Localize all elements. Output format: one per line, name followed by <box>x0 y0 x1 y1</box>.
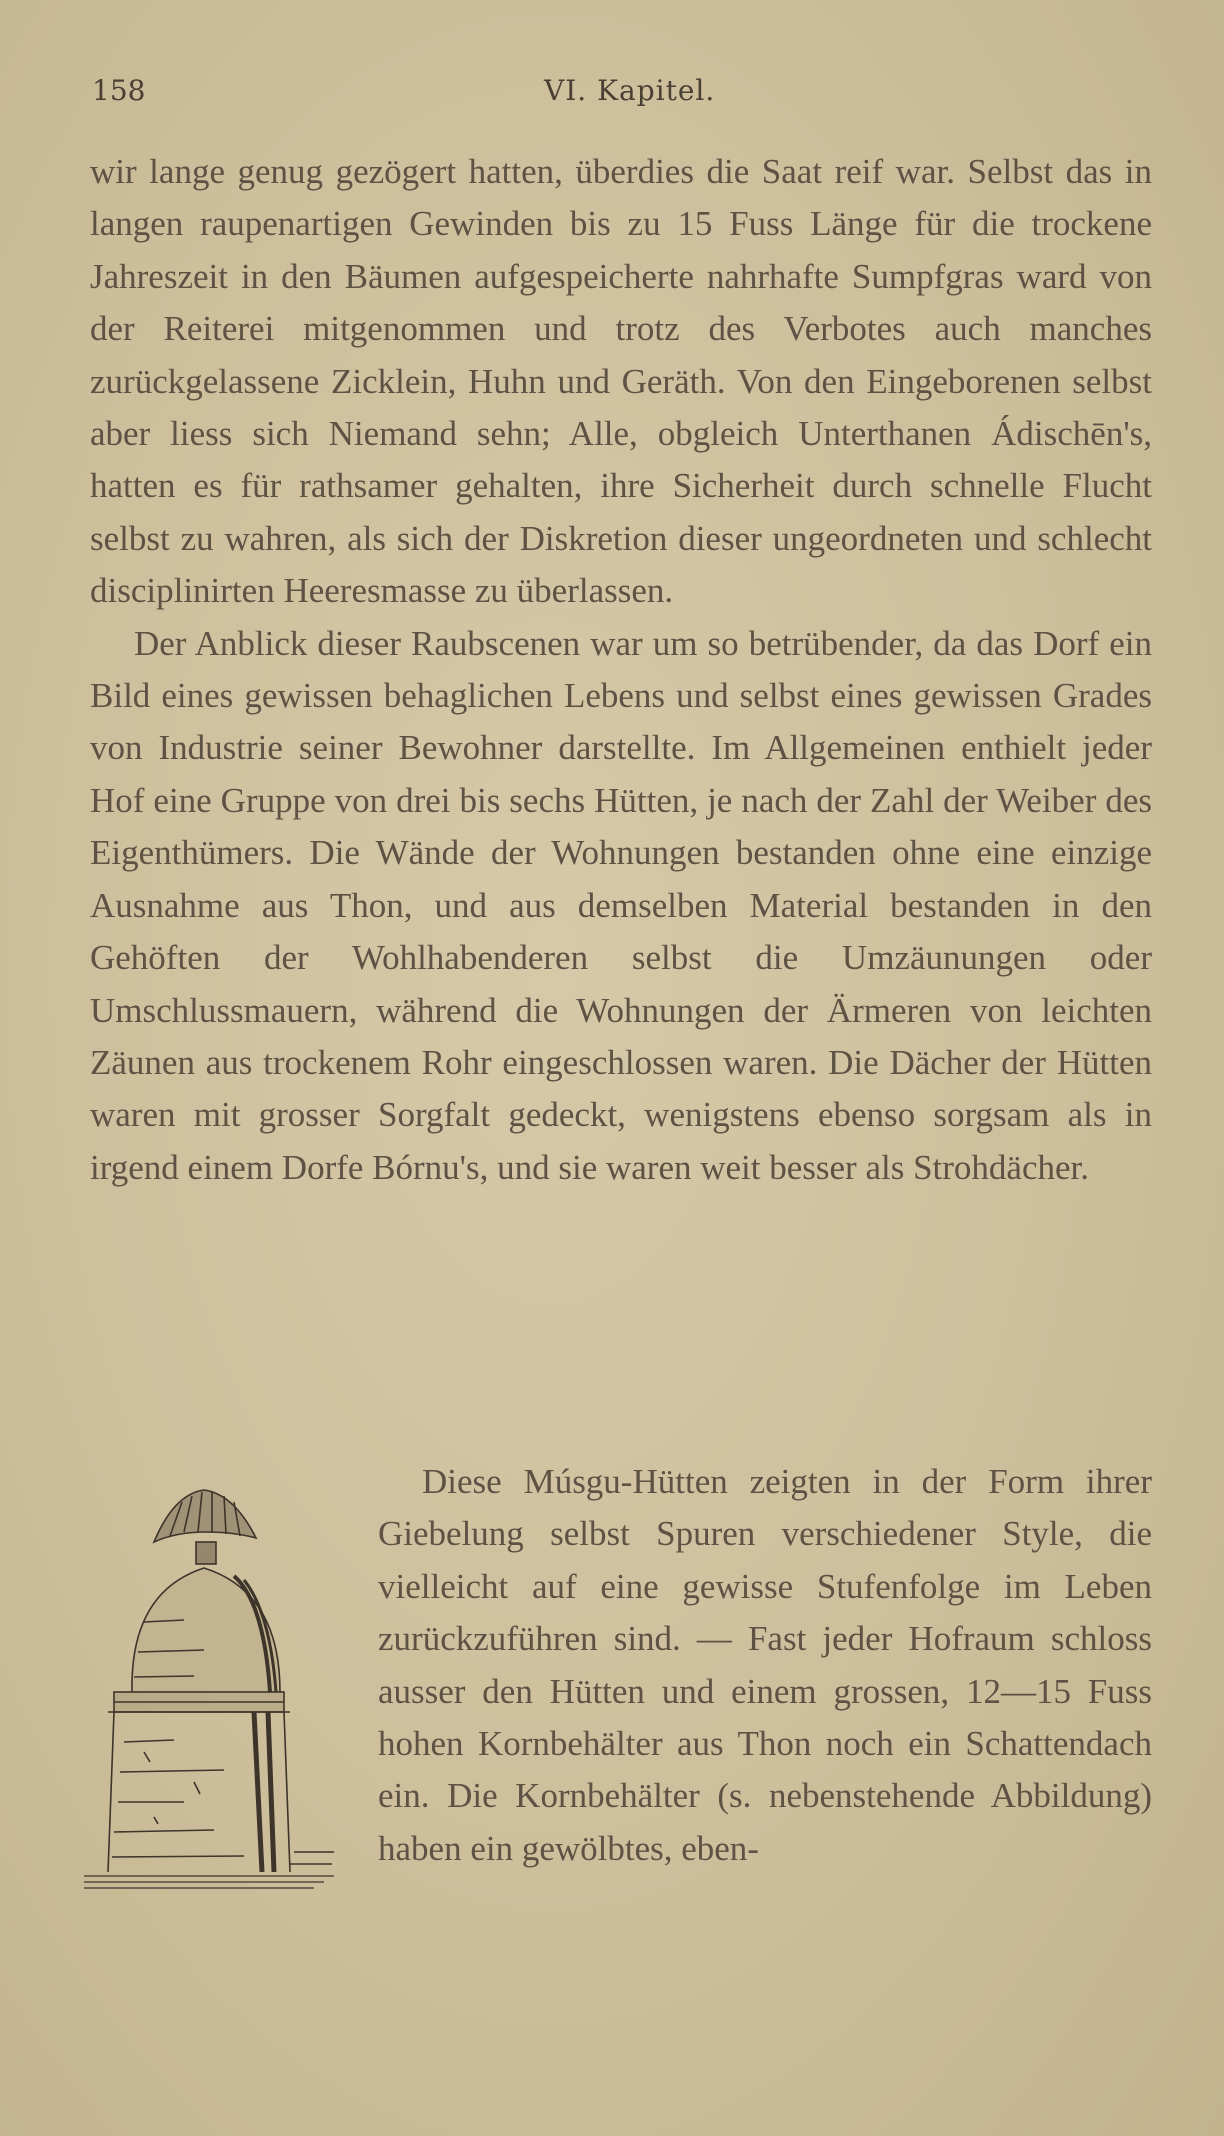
granary-illustration <box>84 1472 364 1912</box>
corn-granary-drawing <box>84 1472 364 1912</box>
paragraph-2: Der Anblick dieser Raubscenen war um so betrübender, da das Dorf ein Bild eines gewissen behaglichen Lebens und selbst eines gewissen Grades von Industrie seiner Bewohner darstellte. Im Allgemeinen enthielt jeder Hof eine Gruppe von drei bis sechs Hütten, je nach der Zahl der Weiber des Eigenthümers. Die Wände der Wohnungen bestanden ohne eine einzige Ausnahme aus Thon, und aus demselben Material bestanden in den Gehöften der Wohlhabenderen selbst die Umzäunungen oder Umschlussmauern, während die Wohnungen der Ärmeren von leichten Zäunen aus trockenem Rohr eingeschlossen waren. Die Dächer der Hütten waren mit grosser Sorgfalt gedeckt, wenigstens ebenso sorgsam als in irgend einem Dorfe Bórnu's, und sie waren weit besser als Strohdächer. <box>90 623 1152 1187</box>
running-head: VI. Kapitel. <box>544 74 716 107</box>
side-text <box>378 1456 1152 1875</box>
paragraph-3: Diese Músgu-Hütten zeigten in der Form ihrer Giebelung selbst Spuren verschiedener Style, die vielleicht auf eine gewisse Stufenfolge im Leben zurückzuführen sind. — Fast jeder Hofraum schloss ausser den Hütten und einem grossen, 12—15 Fuss hohen Kornbehälter aus Thon noch ein Schattendach ein. Die Kornbehälter (s. nebenstehende Abbildung) haben ein gewölbtes, eben- <box>378 1462 1152 1868</box>
page-header <box>92 74 1152 114</box>
main-text <box>90 146 1152 1194</box>
page-number: 158 <box>92 74 146 107</box>
paragraph-1: wir lange genug gezögert hatten, überdies die Saat reif war. Selbst das in langen raupenartigen Gewinden bis zu 15 Fuss Länge für die trockene Jahreszeit in den Bäumen aufgespeicherte nahrhafte Sumpfgras ward von der Reiterei mitgenommen und trotz des Verbotes auch manches zurückgelassene Zicklein, Huhn und Geräth. Von den Eingeborenen selbst aber liess sich Niemand sehn; Alle, obgleich Unterthanen Ádischēn's, hatten es für rathsamer gehalten, ihre Sicherheit durch schnelle Flucht selbst zu wahren, als sich der Diskretion dieser ungeordneten und schlecht disciplinirten Heeresmasse zu überlassen. <box>90 152 1152 611</box>
